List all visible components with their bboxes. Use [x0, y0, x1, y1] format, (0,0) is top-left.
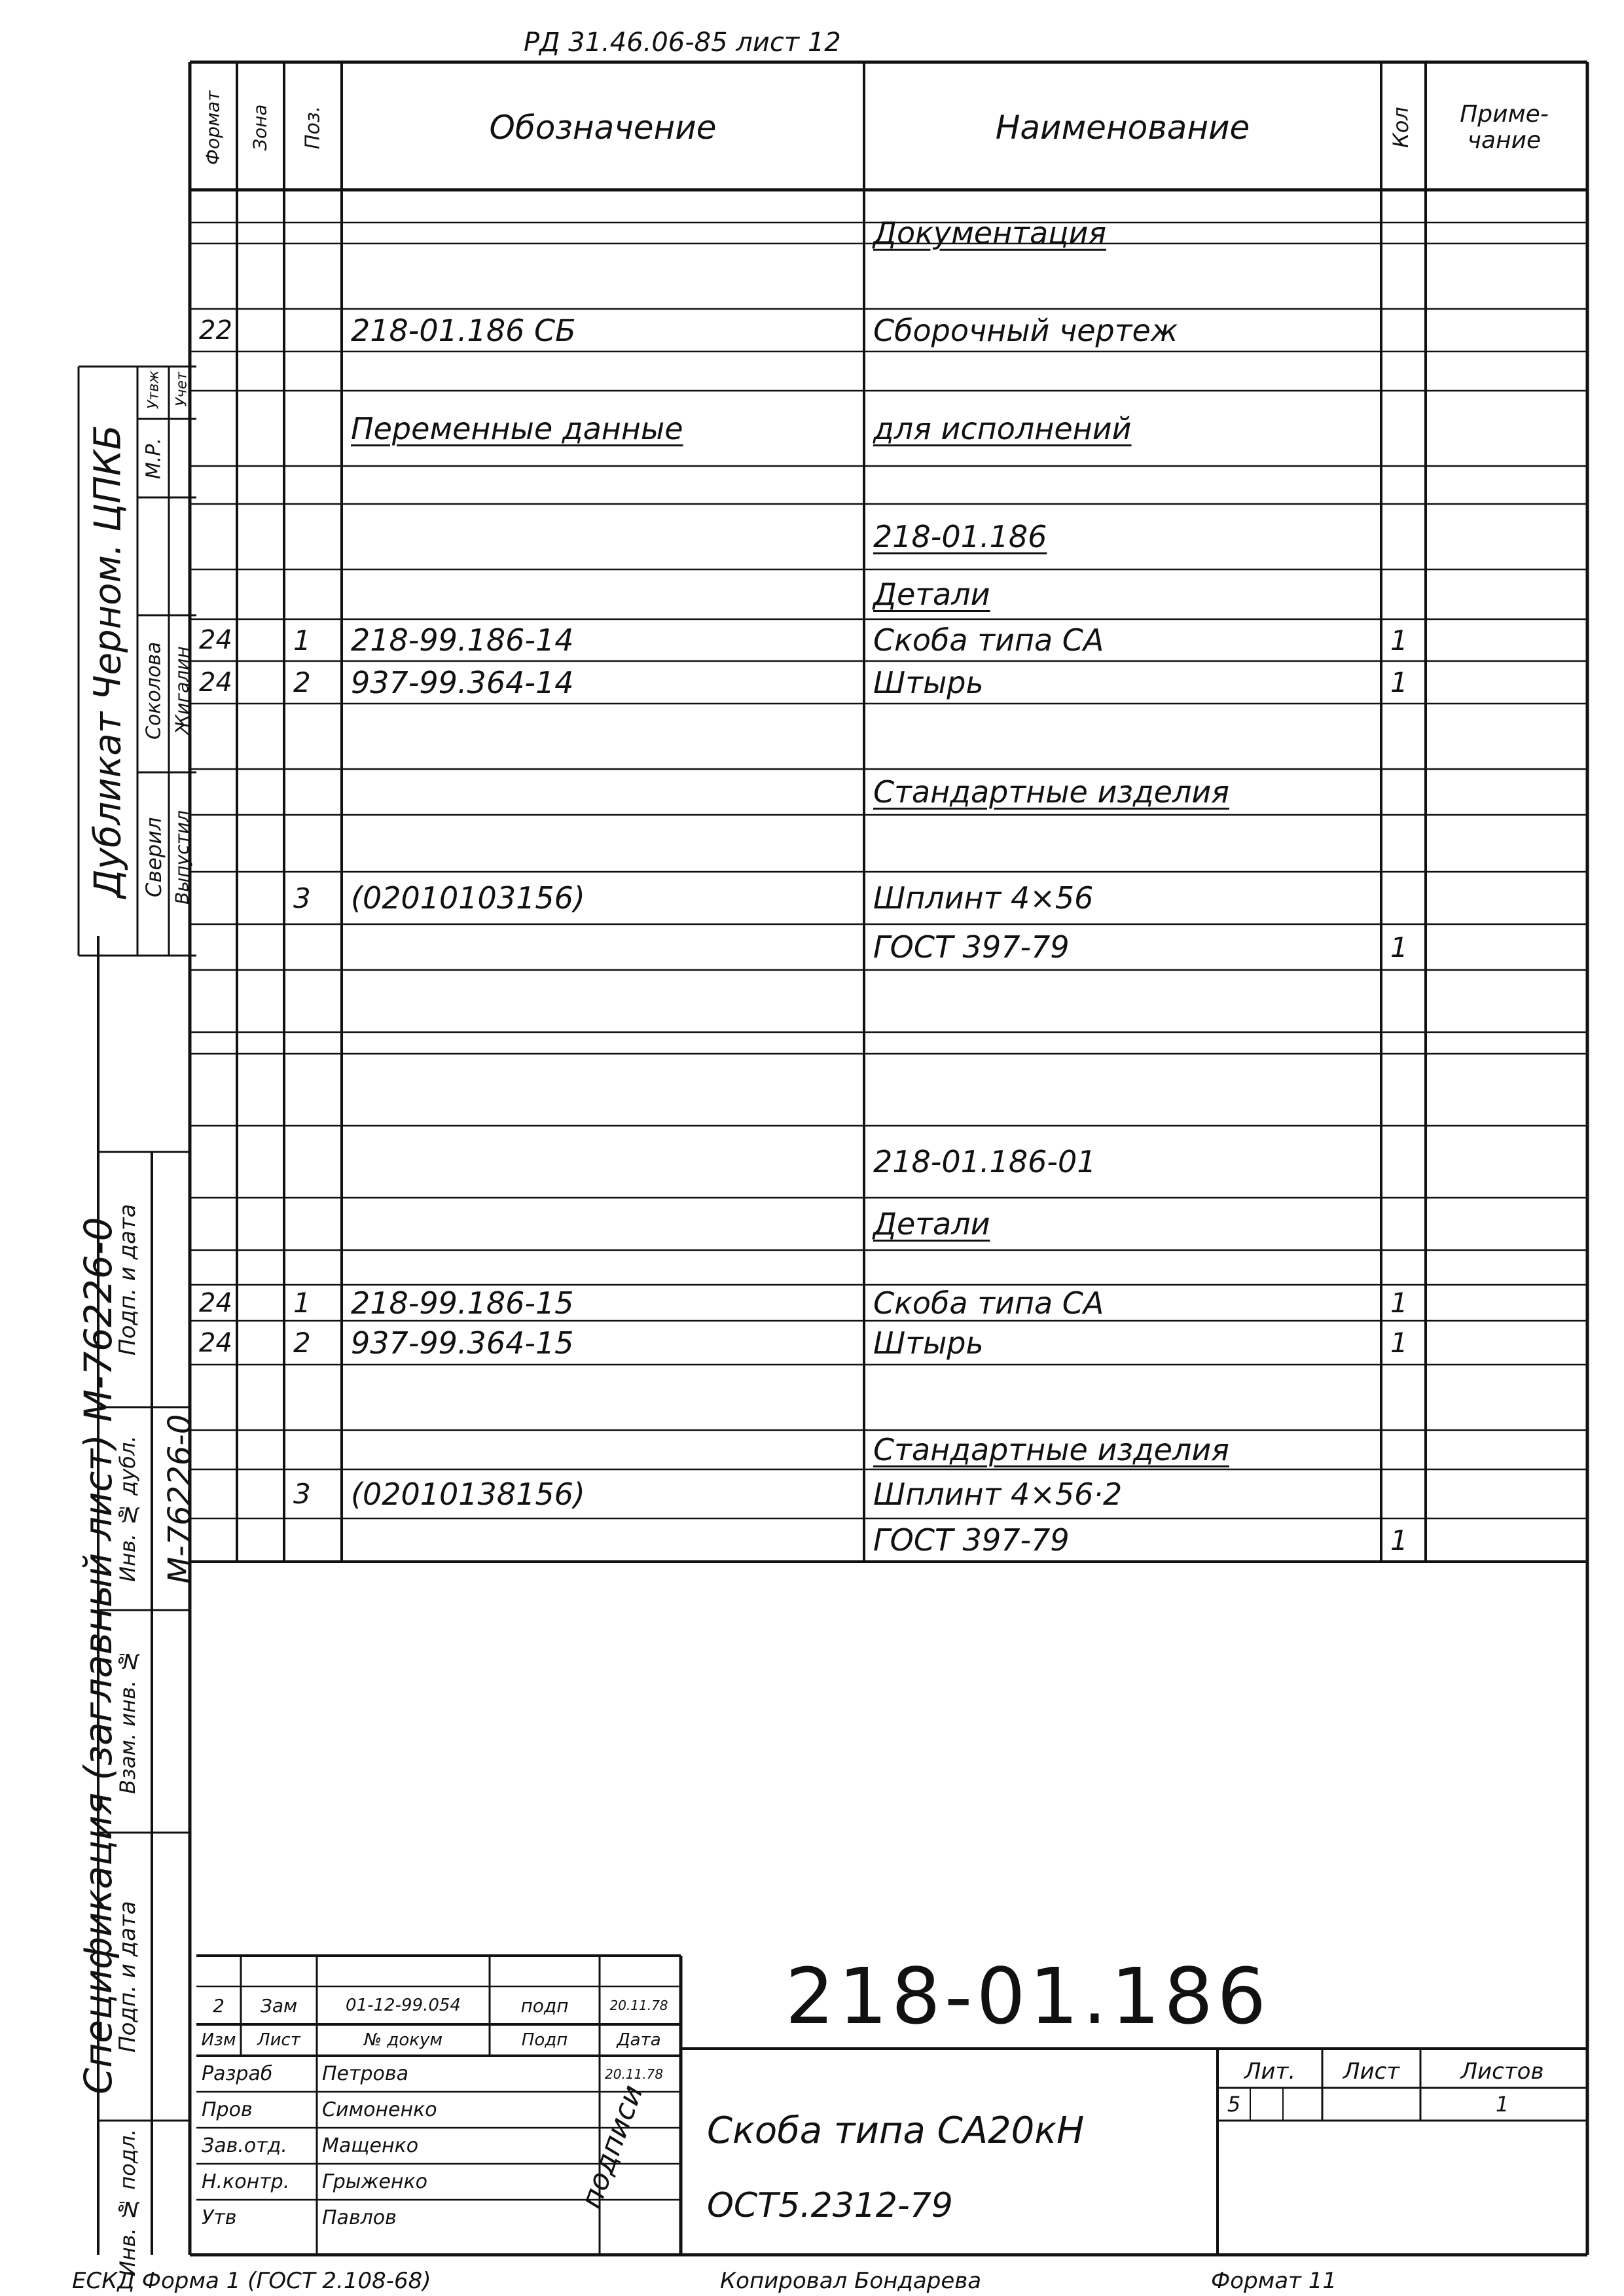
- header-designation: Обозначение: [489, 109, 717, 147]
- row-designation: [342, 1198, 864, 1250]
- row-qty: [1381, 1032, 1426, 1054]
- row-name: [864, 466, 1381, 504]
- product-standard: ОСТ5.2312-79: [707, 2186, 953, 2225]
- row-name: [864, 704, 1381, 769]
- row-name: [864, 1054, 1381, 1126]
- sheets-value: 1: [1495, 2092, 1509, 2117]
- person-role: Разраб: [202, 2062, 273, 2085]
- row-name: Сборочный чертеж: [873, 312, 1178, 348]
- person-role: Н.контр.: [202, 2170, 290, 2193]
- podp-data-2: Подп. и дата: [115, 1901, 141, 2053]
- row-designation: [342, 1365, 864, 1430]
- sheet-value: [1322, 2088, 1420, 2121]
- row-designation: [342, 1518, 864, 1562]
- row-designation: [342, 569, 864, 619]
- row-format: [190, 1126, 237, 1198]
- row-pos: 2: [293, 1327, 311, 1359]
- footer-copied: Копировал Бондарева: [720, 2268, 982, 2294]
- row-designation: [342, 1250, 864, 1285]
- row-pos: 1: [293, 1287, 311, 1319]
- row-format: [190, 1032, 237, 1054]
- row-name: Стандартные изделия: [873, 1432, 1229, 1467]
- row-format: [190, 924, 237, 970]
- row-format: [190, 970, 237, 1032]
- row-name: Детали: [873, 1206, 990, 1242]
- row-format: [190, 569, 237, 619]
- row-pos: [284, 223, 342, 243]
- row-name: [864, 351, 1381, 391]
- sheet-label: Лист: [1343, 2058, 1400, 2085]
- row-designation: [342, 351, 864, 391]
- row-pos: [284, 309, 342, 351]
- person-role: Зав.отд.: [202, 2134, 287, 2157]
- row-qty: 1: [1390, 666, 1408, 698]
- row-pos: [284, 466, 342, 504]
- row-format: [190, 391, 237, 466]
- row-pos: [284, 704, 342, 769]
- row-pos: 3: [293, 882, 311, 914]
- row-pos: [284, 1365, 342, 1430]
- row-name: Документация: [873, 215, 1107, 251]
- checker-name: Соколова: [142, 641, 166, 740]
- row-designation: [342, 1430, 864, 1469]
- row-qty: 1: [1390, 624, 1408, 656]
- header-note: Приме-чание: [1460, 101, 1549, 154]
- row-qty: 1: [1390, 1524, 1408, 1556]
- document-stamp-top: РД 31.46.06-85 лист 12: [524, 27, 841, 58]
- person-name: Симоненко: [322, 2098, 437, 2121]
- executor-name: Жигалин: [171, 646, 193, 735]
- row-name: [864, 1250, 1381, 1285]
- row-pos: [284, 351, 342, 391]
- row-designation: [342, 769, 864, 815]
- row-designation: 218-99.186-15: [351, 1285, 574, 1321]
- row-qty: [1381, 504, 1426, 569]
- row-pos: 1: [293, 624, 311, 656]
- signatures-label: подписи: [574, 2081, 650, 2213]
- row-name: 218-01.186-01: [873, 1144, 1096, 1179]
- stamp-date-1: Утвж: [145, 370, 162, 409]
- sheets-label: Листов: [1460, 2058, 1544, 2085]
- row-designation: 218-01.186 СБ: [351, 312, 576, 348]
- row-pos: [284, 243, 342, 309]
- row-pos: [284, 391, 342, 466]
- row-format: [190, 872, 237, 924]
- row-designation: (02010138156): [351, 1476, 585, 1512]
- row-designation: [342, 815, 864, 872]
- row-name: Шплинт 4×56·2: [873, 1476, 1123, 1512]
- row-pos: [284, 924, 342, 970]
- rev-podp: подп: [520, 1994, 569, 2017]
- row-qty: [1381, 569, 1426, 619]
- row-pos: [284, 1032, 342, 1054]
- label-izm: Изм: [201, 2030, 236, 2050]
- row-pos: [284, 815, 342, 872]
- row-qty: [1381, 243, 1426, 309]
- person-date: 20.11.78: [605, 2066, 664, 2082]
- row-pos: [284, 769, 342, 815]
- header-pos: Поз.: [301, 105, 325, 150]
- row-name: [864, 1365, 1381, 1430]
- row-designation: Переменные данные: [351, 410, 683, 446]
- row-pos: [284, 1198, 342, 1250]
- row-format: [190, 190, 237, 223]
- rev-doc: 01-12-99.054: [346, 1996, 461, 2015]
- row-format: 22: [199, 315, 232, 346]
- header-format: Формат: [202, 90, 224, 165]
- row-pos: [284, 970, 342, 1032]
- row-qty: [1381, 391, 1426, 466]
- row-format: [190, 1250, 237, 1285]
- row-designation: [342, 970, 864, 1032]
- row-format: [190, 223, 237, 243]
- row-name: [864, 1032, 1381, 1054]
- row-format: [190, 351, 237, 391]
- lit-label: Лит.: [1244, 2058, 1296, 2085]
- row-designation: [342, 243, 864, 309]
- row-designation: [342, 1054, 864, 1126]
- row-designation: [342, 704, 864, 769]
- row-qty: [1381, 223, 1426, 243]
- label-date: Дата: [617, 2030, 661, 2050]
- row-designation: 937-99.364-14: [351, 664, 574, 700]
- row-qty: [1381, 970, 1426, 1032]
- row-qty: [1381, 815, 1426, 872]
- row-name: Шплинт 4×56: [873, 880, 1094, 916]
- label-list: Лист: [257, 2030, 300, 2050]
- executed-label: Выпустил: [171, 810, 193, 905]
- row-pos: [284, 1518, 342, 1562]
- row-qty: [1381, 190, 1426, 223]
- row-designation: [342, 504, 864, 569]
- row-format: 24: [199, 667, 232, 698]
- sign-initials: М.Р.: [142, 437, 166, 479]
- row-format: [190, 466, 237, 504]
- row-designation: [342, 190, 864, 223]
- row-format: [190, 815, 237, 872]
- rev-date: 20.11.78: [609, 1998, 668, 2013]
- stamp-date-2: Учет: [173, 372, 190, 407]
- row-name: Скоба типа СА: [873, 1285, 1104, 1321]
- label-podp: Подп: [521, 2030, 568, 2050]
- person-name: Павлов: [322, 2206, 397, 2229]
- spec-title-vertical: Спецификация (заглавный лист) М-76226-0: [76, 1217, 120, 2095]
- inv-number: М-76226-0: [162, 1414, 198, 1584]
- row-designation: 218-99.186-14: [351, 622, 574, 658]
- doc-number: 218-01.186: [785, 1951, 1271, 2041]
- footer-format: Формат 11: [1211, 2268, 1337, 2294]
- row-qty: [1381, 1126, 1426, 1198]
- row-name: ГОСТ 397-79: [873, 1522, 1070, 1558]
- duplicate-stamp: Дубликат Черном. ЦПКБ: [86, 424, 130, 898]
- row-pos: 3: [293, 1478, 311, 1510]
- inv-podl: Инв. № подл.: [115, 2128, 140, 2276]
- row-format: [190, 504, 237, 569]
- row-qty: [1381, 1054, 1426, 1126]
- row-designation: (02010103156): [351, 880, 585, 916]
- row-name: [864, 815, 1381, 872]
- row-name: для исполнений: [873, 410, 1132, 446]
- row-pos: [284, 1430, 342, 1469]
- row-qty: 1: [1390, 1327, 1408, 1359]
- row-name: Стандартные изделия: [873, 774, 1229, 810]
- row-name: ГОСТ 397-79: [873, 929, 1070, 965]
- row-designation: [342, 1032, 864, 1054]
- person-role: Утв: [202, 2206, 237, 2229]
- rev-list: Зам: [260, 1994, 298, 2017]
- row-designation: [342, 223, 864, 243]
- row-qty: [1381, 351, 1426, 391]
- footer-form: ЕСКД Форма 1 (ГОСТ 2.108-68): [72, 2268, 431, 2294]
- row-qty: [1381, 1365, 1426, 1430]
- row-pos: [284, 1126, 342, 1198]
- label-doc: № докум: [364, 2030, 442, 2050]
- row-pos: [284, 1054, 342, 1126]
- row-name: [864, 970, 1381, 1032]
- rev-izm: 2: [213, 1994, 225, 2017]
- podp-data-1: Подп. и дата: [115, 1204, 141, 1355]
- person-role: Пров: [202, 2098, 253, 2121]
- row-pos: [284, 1250, 342, 1285]
- person-name: Петрова: [322, 2062, 408, 2085]
- row-format: 24: [199, 1287, 232, 1318]
- row-pos: [284, 504, 342, 569]
- row-qty: [1381, 466, 1426, 504]
- row-name: Штырь: [873, 1325, 984, 1361]
- row-name: [864, 243, 1381, 309]
- row-qty: [1381, 309, 1426, 351]
- row-pos: [284, 190, 342, 223]
- row-pos: 2: [293, 666, 311, 698]
- row-designation: [342, 924, 864, 970]
- lit-value: 5: [1227, 2092, 1241, 2117]
- person-name: Мащенко: [322, 2134, 419, 2157]
- row-qty: [1381, 1430, 1426, 1469]
- row-qty: [1381, 1198, 1426, 1250]
- row-qty: [1381, 704, 1426, 769]
- row-name: Скоба типа СА: [873, 622, 1104, 658]
- row-format: [190, 1198, 237, 1250]
- row-designation: 937-99.364-15: [351, 1325, 574, 1361]
- row-qty: [1381, 1250, 1426, 1285]
- row-format: 24: [199, 1327, 232, 1358]
- row-name: Штырь: [873, 664, 984, 700]
- row-format: [190, 704, 237, 769]
- row-qty: [1381, 872, 1426, 924]
- row-designation: [342, 466, 864, 504]
- header-qty: Кол: [1388, 107, 1413, 149]
- person-name: Грыженко: [322, 2170, 428, 2193]
- row-qty: [1381, 769, 1426, 815]
- checked-label: Сверил: [141, 817, 166, 898]
- product-name: Скоба типа СА20кН: [707, 2109, 1085, 2152]
- row-qty: 1: [1390, 931, 1408, 963]
- row-format: [190, 769, 237, 815]
- row-name: Детали: [873, 577, 990, 612]
- row-format: [190, 243, 237, 309]
- header-name: Наименование: [995, 109, 1250, 147]
- row-designation: [342, 1126, 864, 1198]
- row-name: 218-01.186: [873, 519, 1047, 554]
- inv-dubl: Инв. № дубл.: [115, 1435, 140, 1582]
- row-pos: [284, 569, 342, 619]
- row-format: 24: [199, 625, 232, 655]
- row-format: [190, 1054, 237, 1126]
- row-qty: 1: [1390, 1287, 1408, 1319]
- header-zone: Зона: [249, 104, 271, 151]
- vzam-inv: Взам. инв. №: [115, 1649, 140, 1794]
- row-qty: [1381, 1469, 1426, 1518]
